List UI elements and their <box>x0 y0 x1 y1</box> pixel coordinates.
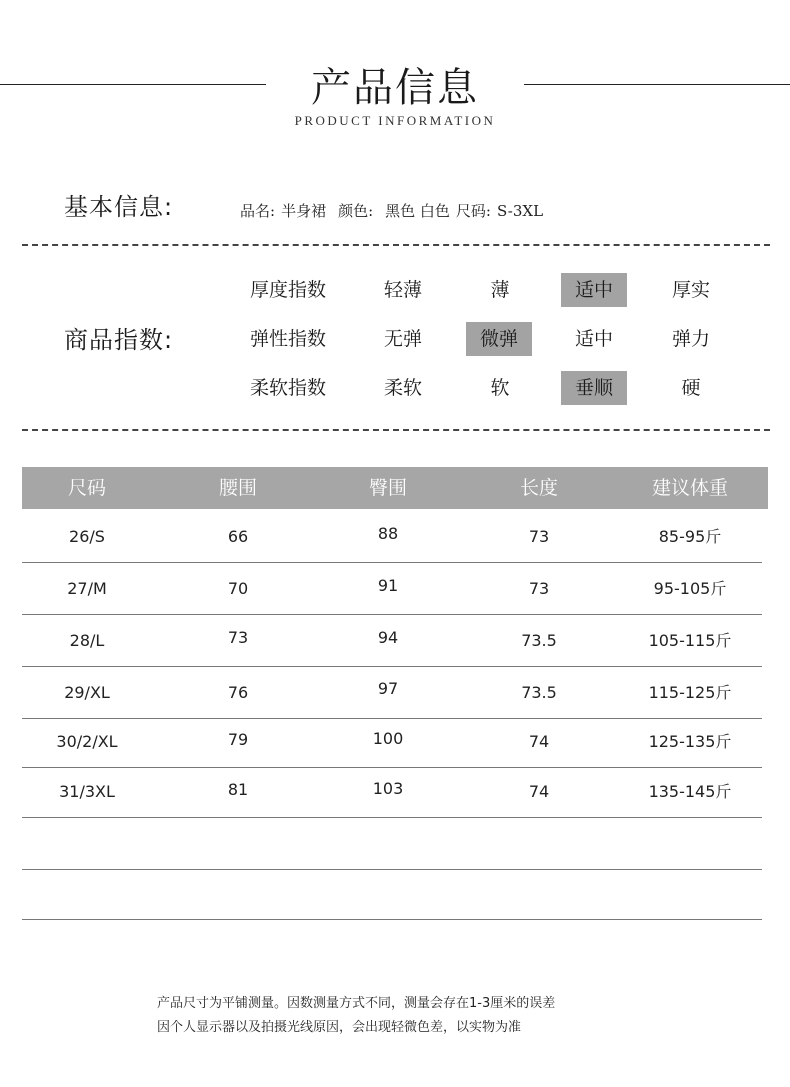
column-header-hip: 臀围 <box>368 477 407 499</box>
cell-waist: 79 <box>227 730 249 749</box>
index-name-softness: 柔软指数 <box>249 377 326 399</box>
cell-size: 29/XL <box>64 683 110 702</box>
column-header-weight: 建议体重 <box>651 477 728 499</box>
note-color-difference: 因个人显示器以及拍摄光线原因，会出现轻微色差，以实物为准 <box>157 1020 522 1035</box>
cell-size: 27/M <box>67 579 107 598</box>
index-option: 厚实 <box>671 279 710 301</box>
table-empty-row-line <box>22 869 762 870</box>
cell-hip: 103 <box>372 779 404 798</box>
table-row <box>22 615 762 667</box>
index-name-elasticity: 弹性指数 <box>249 328 326 350</box>
cell-weight: 95-105斤 <box>653 579 727 598</box>
index-option: 适中 <box>574 328 613 350</box>
cell-hip: 100 <box>372 729 404 748</box>
cell-length: 73.5 <box>521 631 557 650</box>
index-row-thickness <box>0 273 790 307</box>
index-option: 弹力 <box>671 328 710 350</box>
product-index-label: 商品指数: <box>64 326 174 354</box>
index-option-selected: 适中 <box>561 273 627 307</box>
index-option: 柔软 <box>383 377 422 399</box>
index-option-selected: 垂顺 <box>561 371 627 405</box>
table-row <box>22 563 762 615</box>
cell-weight: 115-125斤 <box>648 683 732 702</box>
product-name-value: 半身裙 <box>281 202 327 220</box>
index-option: 薄 <box>490 279 510 301</box>
page-subtitle: PRODUCT INFORMATION <box>294 113 496 128</box>
table-row <box>22 511 762 563</box>
cell-length: 73 <box>528 579 550 598</box>
cell-weight: 85-95斤 <box>658 527 722 546</box>
cell-length: 74 <box>528 732 550 751</box>
column-header-length: 长度 <box>519 477 558 499</box>
cell-length: 74 <box>528 782 550 801</box>
cell-size: 31/3XL <box>59 782 115 801</box>
page-title: 产品信息 <box>311 65 479 111</box>
column-header-size: 尺码 <box>67 477 106 499</box>
cell-size: 30/2/XL <box>56 732 118 751</box>
cell-length: 73 <box>528 527 550 546</box>
divider-dashed-top <box>22 244 770 246</box>
cell-hip: 91 <box>377 576 399 595</box>
cell-waist: 76 <box>227 683 249 702</box>
cell-weight: 125-135斤 <box>648 732 732 751</box>
index-option: 软 <box>490 377 510 399</box>
index-name-thickness: 厚度指数 <box>249 279 326 301</box>
index-option: 硬 <box>681 377 701 399</box>
cell-size: 28/L <box>69 631 105 650</box>
index-row-elasticity <box>0 322 790 356</box>
cell-waist: 70 <box>227 579 249 598</box>
cell-hip: 94 <box>377 628 399 647</box>
cell-waist: 66 <box>227 527 249 546</box>
basic-info-text <box>240 200 549 221</box>
index-option: 无弹 <box>383 328 422 350</box>
table-row <box>22 716 762 768</box>
cell-waist: 73 <box>227 628 249 647</box>
note-measurement: 产品尺寸为平铺测量。因数测量方式不同，测量会存在1-3厘米的误差 <box>157 996 556 1011</box>
color-value: 黑色 白色 <box>385 202 450 220</box>
cell-length: 73.5 <box>521 683 557 702</box>
index-row-softness <box>0 371 790 405</box>
index-option-selected: 微弹 <box>466 322 532 356</box>
cell-weight: 105-115斤 <box>648 631 732 650</box>
table-row <box>22 766 762 818</box>
table-empty-row-line <box>22 919 762 920</box>
color-key: 颜色: <box>338 202 374 220</box>
cell-hip: 97 <box>377 679 399 698</box>
size-value: S-3XL <box>496 202 544 220</box>
cell-waist: 81 <box>227 780 249 799</box>
product-name-key: 品名: <box>240 202 276 220</box>
basic-info-label: 基本信息: <box>64 193 174 221</box>
cell-weight: 135-145斤 <box>648 782 732 801</box>
cell-size: 26/S <box>69 527 105 546</box>
cell-hip: 88 <box>377 524 399 543</box>
size-key: 尺码: <box>455 202 491 220</box>
table-row <box>22 667 762 719</box>
column-header-waist: 腰围 <box>218 477 257 499</box>
index-option: 轻薄 <box>383 279 422 301</box>
divider-dashed-bottom <box>22 429 770 431</box>
size-table-header <box>22 467 768 509</box>
